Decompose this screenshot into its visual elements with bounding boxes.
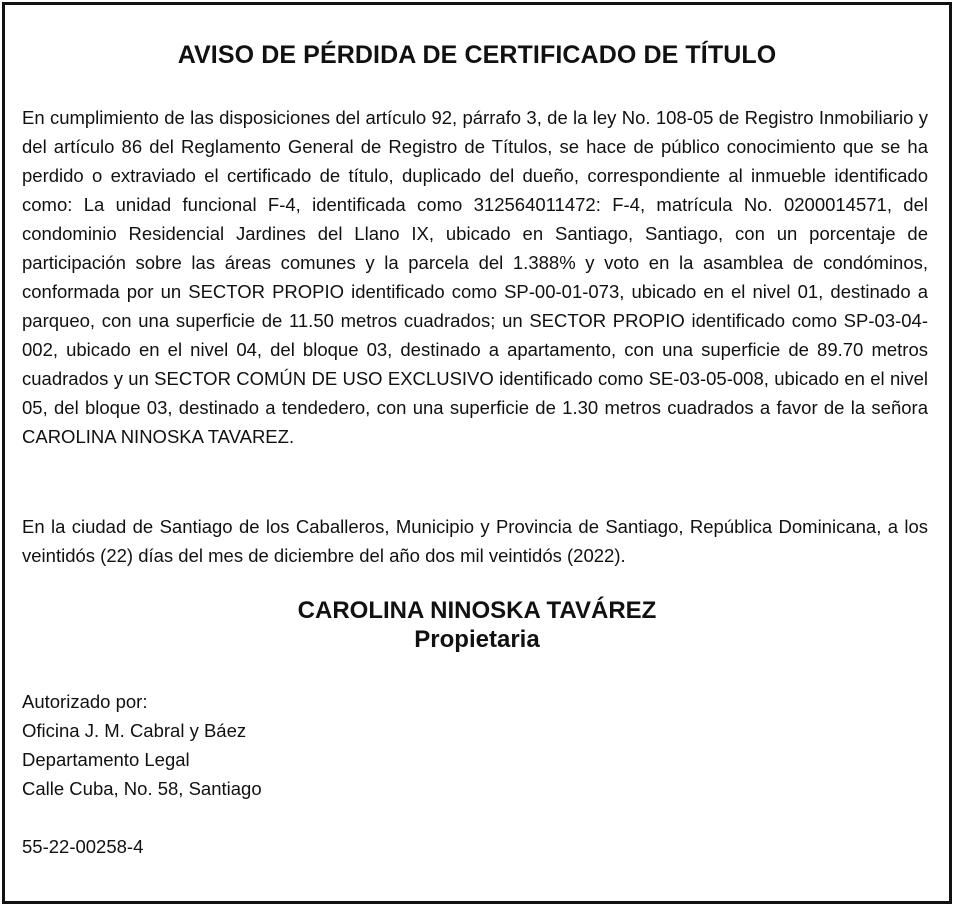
signer-role: Propietaria [414,626,540,653]
notice-body-paragraph: En cumplimiento de las disposiciones del artículo 92, párrafo 3, de la ley No. 108-05 de Registro Inmobiliario y del artículo 86 del Reglamento General de Registro de Títulos, se hace de público conocimiento que se ha perdido o extraviado el certificado de título, duplicado del dueño, correspondiente al inmueble identificado como: La unidad funcional F-4, identificada como 312564011472: F-4, matrícula No. 0200014571, del condominio Residencial Jardines del Llano IX, ubicado en Santiago, Santiago, con un porcentaje de participación sobre las áreas comunes y la parcela del 1.388% y voto en la asamblea de condóminos, conformada por un SECTOR PROPIO identificado como SP-00-01-073, ubicado en el nivel 01, destinado a parqueo, con una superficie de 11.50 metros cuadrados; un SECTOR PROPIO identificado como SP-03-04-002, ubicado en el nivel 04, del bloque 03, destinado a apartamento, con una superficie de 89.70 metros cuadrados y un SECTOR COMÚN DE USO EXCLUSIVO identificado como SE-03-05-008, ubicado en el nivel 05, del bloque 03, destinado a tendedero, con una superficie de 1.30 metros cuadrados a favor de la señora CAROLINA NINOSKA TAVAREZ. [22,107,928,447]
notice-title: AVISO DE PÉRDIDA DE CERTIFICADO DE TÍTULO [177,41,777,69]
notice-date-paragraph: En la ciudad de Santiago de los Caballeros, Municipio y Provincia de Santiago, República Dominicana, a los veintidós (22) días del mes de diciembre del año dos mil veintidós (2022). [22,516,928,566]
office-name: Oficina J. M. Cabral y Báez [22,720,247,741]
office-address: Calle Cuba, No. 58, Santiago [22,778,262,799]
reference-code: 55-22-00258-4 [22,836,144,857]
authorized-by-label: Autorizado por: [22,691,148,712]
legal-notice-box [2,2,952,904]
signer-name: CAROLINA NINOSKA TAVÁREZ [297,597,657,624]
department-name: Departamento Legal [22,749,190,770]
